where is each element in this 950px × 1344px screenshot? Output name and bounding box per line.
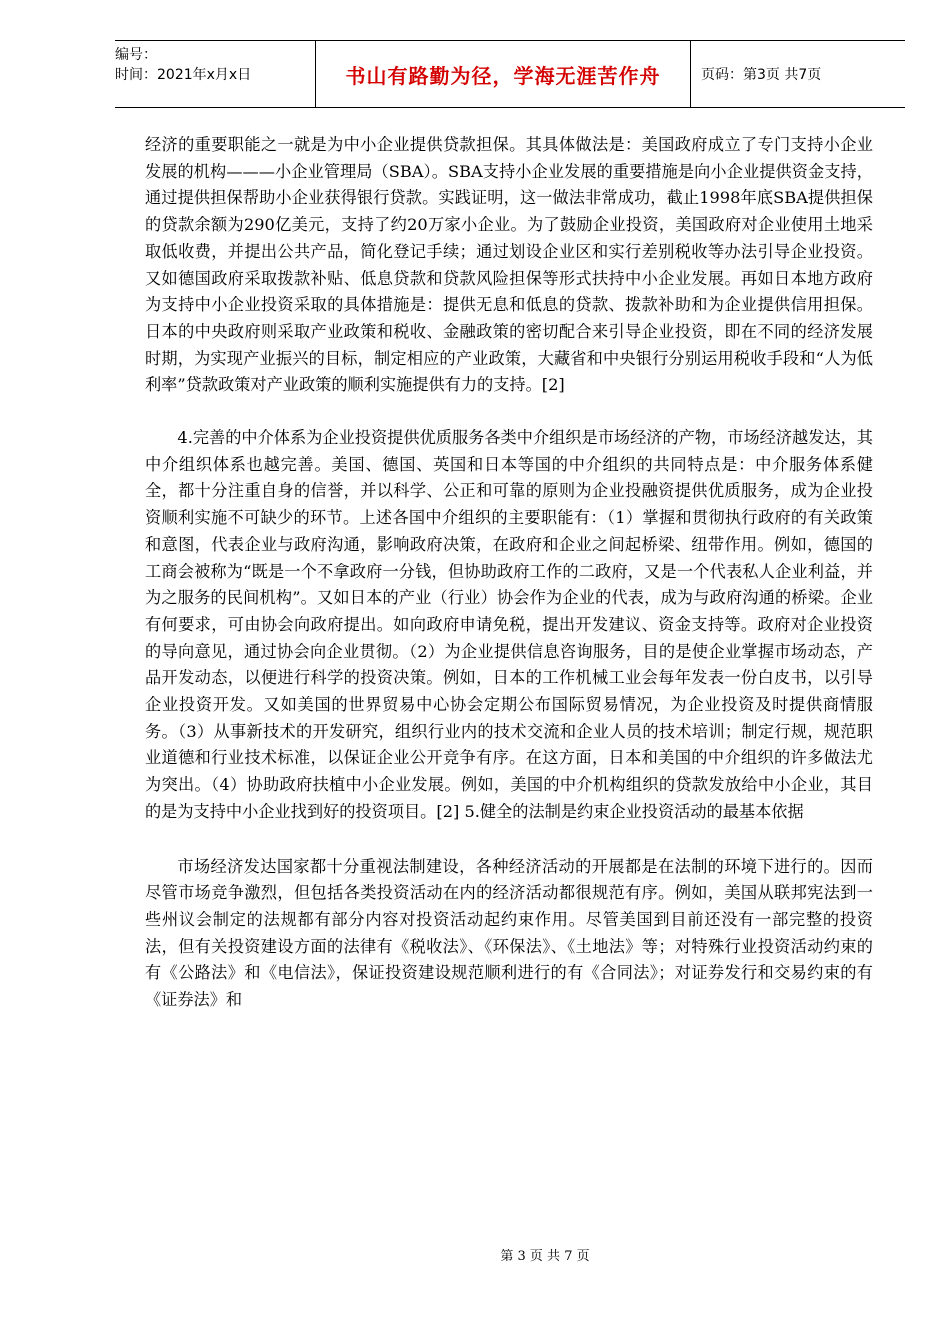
paragraph-intermediary-system: 4.完善的中介体系为企业投资提供优质服务各类中介组织是市场经济的产物，市场经济越发达，其中介组织体系也越完善。美国、德国、英国和日本等国的中介组织的共同特点是：中介服务体系健全，都十分注重自身的信誉，并以科学、公正和可靠的原则为企业投融资提供优质服务，成为企业投资顺利实施不可缺少的环节。上述各国中介组织的主要职能有：（1）掌握和贯彻执行政府的有关政策和意图，代表企业与政府沟通，影响政府决策，在政府和企业之间起桥梁、纽带作用。例如，德国的工商会被称为“既是一个不拿政府一分钱，但协助政府工作的二政府，又是一个代表私人企业利益，并为之服务的民间机构”。又如日本的产业（行业）协会作为企业的代表，成为与政府沟通的桥梁。企业有何要求，可由协会向政府提出。如向政府申请免税，提出开发建议、资金支持等。政府对企业投资的导向意见，通过协会向企业贯彻。（2）为企业提供信息咨询服务，目的是使企业掌握市场动态，产品开发动态，以便进行科学的投资决策。例如，日本的工作机械工业会每年发表一份白皮书，以引导企业投资开发。又如美国的世界贸易中心协会定期公布国际贸易情况，为企业投资及时提供商情服务。（3）从事新技术的开发研究，组织行业内的技术交流和企业人员的技术培训；制定行规，规范职业道德和行业技术标准，以保证企业公开竞争有序。在这方面，日本和美国的中介组织的许多做法尤为突出。（4）协助政府扶植中小企业发展。例如，美国的中介机构组织的贷款发放给中小企业，其目的是为支持中小企业找到好的投资项目。[2] 5.健全的法制是约束企业投资活动的最基本依据 (145, 428, 873, 821)
document-body (145, 132, 873, 1014)
header-motto: 书山有路勤为径，学海无涯苦作舟 (315, 41, 691, 107)
paragraph-legal-system: 市场经济发达国家都十分重视法制建设，各种经济活动的开展都是在法制的环境下进行的。因而尽管市场竞争激烈，但包括各类投资活动在内的经济活动都很规范有序。例如，美国从联邦宪法到一些州议会制定的法规都有部分内容对投资活动起约束作用。尽管美国到目前还没有一部完整的投资法，但有关投资建设方面的法律有《税收法》、《环保法》、《土地法》等；对特殊行业投资活动约束的有《公路法》和《电信法》，保证投资建设规范顺利进行的有《合同法》；对证券发行和交易约束的有《证券法》和 (145, 856, 873, 1010)
document-number-label: 编号： (115, 47, 157, 63)
paragraph-continued: 经济的重要职能之一就是为中小企业提供贷款担保。其具体做法是：美国政府成立了专门支持小企业发展的机构———小企业管理局（SBA）。SBA支持小企业发展的重要措施是向小企业提供资金支持，通过提供担保帮助小企业获得银行贷款。实践证明，这一做法非常成功，截止1998年底SBA提供担保的贷款余额为290亿美元，支持了约20万家小企业。为了鼓励企业投资，美国政府对企业使用土地采取低收费，并提出公共产品，简化登记手续；通过划设企业区和实行差别税收等办法引导企业投资。又如德国政府采取拨款补贴、低息贷款和贷款风险担保等形式扶持中小企业发展。再如日本地方政府为支持中小企业投资采取的具体措施是：提供无息和低息的贷款、拨款补助和为企业提供信用担保。日本的中央政府则采取产业政策和税收、金融政策的密切配合来引导企业投资，即在不同的经济发展时期，为实现产业振兴的目标，制定相应的产业政策，大藏省和中央银行分别运用税收手段和“人为低利率”贷款政策对产业政策的顺利实施提供有力的支持。[2] (145, 135, 873, 395)
header-page-info: 页码：第3页 共7页 (701, 67, 822, 83)
header-meta (115, 41, 315, 107)
document-time-label: 时间：2021年x月x日 (115, 67, 252, 83)
page-header (115, 40, 905, 108)
page-footer: 第 3 页 共 7 页 (500, 1249, 590, 1264)
